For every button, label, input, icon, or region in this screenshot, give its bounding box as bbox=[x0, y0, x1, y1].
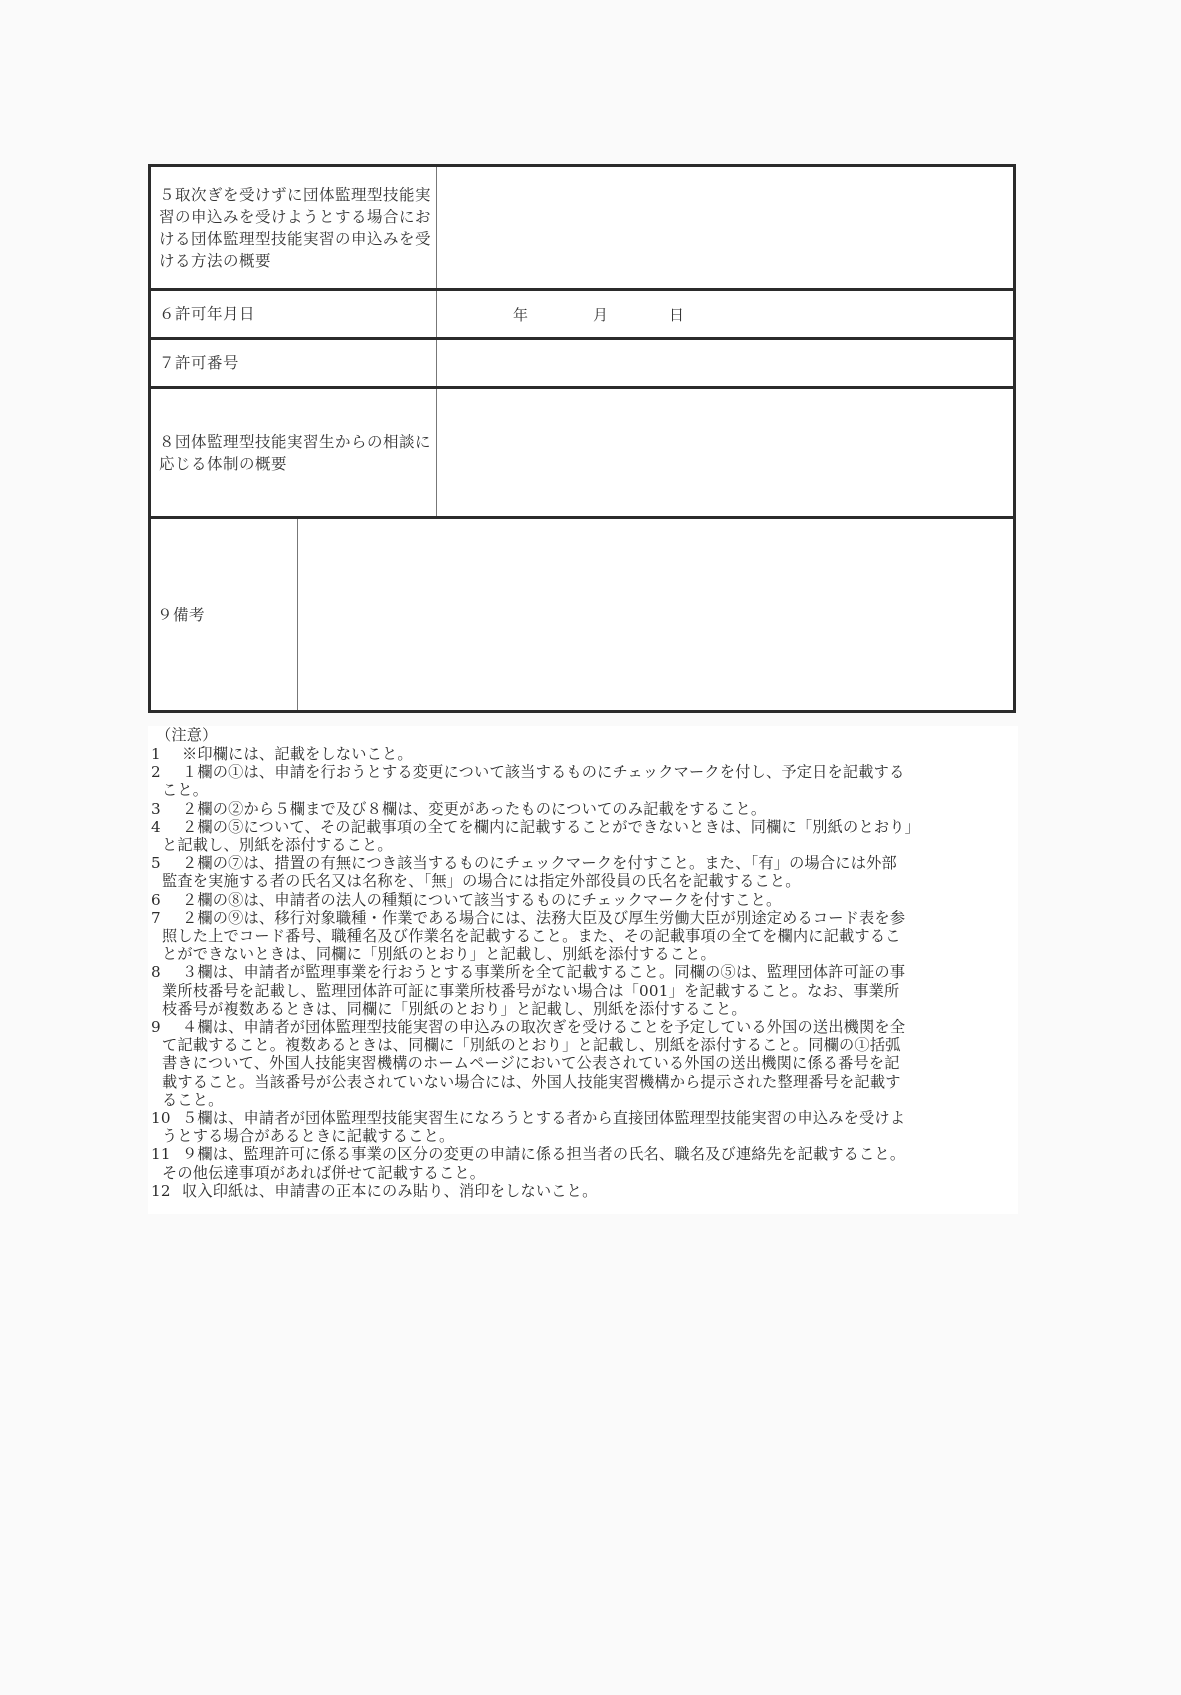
note-text bbox=[162, 891, 1018, 909]
form-row-8 bbox=[151, 389, 1013, 519]
note-item bbox=[148, 1145, 1018, 1181]
notes-section bbox=[148, 726, 1018, 1214]
note-number: 1 bbox=[151, 745, 161, 763]
note-line: ２欄の⑦は、措置の有無につき該当するものにチェックマークを付すこと。また、「有」の場合には外部 bbox=[182, 854, 897, 873]
note-number: 8 bbox=[151, 963, 161, 982]
note-line: 業所枝番号を記載し、監理団体許可証に事業所枝番号がない場合は「001」を記載すること。なお、事業所 bbox=[162, 981, 900, 1000]
note-item bbox=[148, 963, 1018, 1018]
note-line: とができないときは、同欄に「別紙のとおり」と記載し、別紙を添付すること。 bbox=[162, 945, 716, 964]
note-line: 収入印紙は、申請書の正本にのみ貼り、消印をしないこと。 bbox=[182, 1181, 598, 1200]
note-line: ４欄は、申請者が団体監理型技能実習の申込みの取次ぎを受けることを予定している外国の送出機関を全 bbox=[182, 1018, 906, 1037]
note-line: ５欄は、申請者が団体監理型技能実習生になろうとする者から直接団体監理型技能実習の申込みを受けよ bbox=[182, 1109, 906, 1128]
note-text bbox=[162, 909, 1018, 964]
note-number: 2 bbox=[151, 763, 161, 782]
note-line: その他伝達事項があれば併せて記載すること。 bbox=[162, 1163, 486, 1182]
note-text bbox=[162, 818, 1018, 854]
note-line: と記載し、別紙を添付すること。 bbox=[162, 836, 393, 855]
row-7-permit-number-field[interactable] bbox=[437, 340, 1013, 386]
note-line: 監査を実施する者の氏名又は名称を、「無」の場合には指定外部役員の氏名を記載すること。 bbox=[162, 872, 801, 891]
note-text bbox=[162, 1109, 1018, 1145]
note-line: ３欄は、申請者が監理事業を行おうとする事業所を全て記載すること。同欄の⑤は、監理団体許可証の事 bbox=[182, 963, 906, 982]
note-number: 6 bbox=[151, 890, 161, 909]
note-number: 12 bbox=[151, 1181, 171, 1200]
row-8-value-field[interactable] bbox=[437, 389, 1013, 516]
note-number: 5 bbox=[151, 854, 161, 873]
note-line: ること。 bbox=[162, 1090, 224, 1109]
note-item bbox=[148, 763, 1018, 799]
note-text bbox=[162, 963, 1018, 1018]
note-line: ２欄の②から５欄まで及び８欄は、変更があったものについてのみ記載をすること。 bbox=[182, 799, 767, 818]
date-parts bbox=[437, 304, 709, 325]
note-line: こと。 bbox=[162, 781, 209, 800]
note-text bbox=[162, 1182, 1018, 1200]
note-line: 照した上でコード番号、職種名及び作業名を記載すること。また、その記載事項の全てを欄内に記載するこ bbox=[162, 927, 901, 946]
note-text bbox=[162, 745, 1018, 763]
note-number: 9 bbox=[151, 1018, 161, 1037]
notes-list bbox=[148, 745, 1018, 1200]
note-line: ２欄の⑤について、その記載事項の全てを欄内に記載することができないときは、同欄に「別紙のとおり」 bbox=[182, 817, 920, 836]
note-item bbox=[148, 909, 1018, 964]
notes-title: （注意） bbox=[156, 726, 218, 744]
note-line: 枝番号が複数あるときは、同欄に「別紙のとおり」と記載し、別紙を添付すること。 bbox=[162, 999, 747, 1018]
note-number: 10 bbox=[151, 1109, 171, 1128]
note-text bbox=[162, 1018, 1018, 1109]
note-number: 3 bbox=[151, 799, 161, 818]
year-label: 年 bbox=[513, 305, 529, 324]
month-label: 月 bbox=[593, 305, 609, 324]
row-7-label: ７許可番号 bbox=[151, 340, 437, 386]
note-number: 4 bbox=[151, 817, 161, 836]
note-line: 書きについて、外国人技能実習機構のホームページにおいて公表されている外国の送出機関に係る番号を記 bbox=[162, 1054, 900, 1073]
note-line: うとする場合があるときに記載すること。 bbox=[162, 1127, 455, 1146]
day-label: 日 bbox=[669, 305, 685, 324]
note-item bbox=[148, 891, 1018, 909]
note-item bbox=[148, 818, 1018, 854]
note-item bbox=[148, 854, 1018, 890]
row-9-label: ９備考 bbox=[151, 519, 298, 710]
form-row-6 bbox=[151, 291, 1013, 340]
note-line: ※印欄には、記載をしないこと。 bbox=[182, 745, 413, 763]
form-row-9 bbox=[151, 519, 1013, 710]
row-5-value-field[interactable] bbox=[437, 167, 1013, 288]
row-9-remarks-field[interactable] bbox=[298, 519, 1013, 710]
form-row-7 bbox=[151, 340, 1013, 389]
row-8-label: ８団体監理型技能実習生からの相談に応じる体制の概要 bbox=[151, 389, 437, 516]
note-line: 載すること。当該番号が公表されていない場合には、外国人技能実習機構から提示された整理番号を記載す bbox=[162, 1072, 901, 1091]
note-line: １欄の①は、申請を行おうとする変更について該当するものにチェックマークを付し、予定日を記載する bbox=[182, 763, 905, 782]
row-6-permit-date-field[interactable] bbox=[437, 291, 1013, 337]
application-form-table bbox=[148, 164, 1016, 713]
note-text bbox=[162, 1145, 1018, 1181]
note-line: ２欄の⑧は、申請者の法人の種類について該当するものにチェックマークを付すこと。 bbox=[182, 890, 782, 909]
note-line: ２欄の⑨は、移行対象職種・作業である場合には、法務大臣及び厚生労働大臣が別途定めるコード表を参 bbox=[182, 908, 906, 927]
note-number: 11 bbox=[151, 1145, 171, 1164]
row-6-label: ６許可年月日 bbox=[151, 291, 437, 337]
note-number: 7 bbox=[151, 908, 161, 927]
note-text bbox=[162, 854, 1018, 890]
row-5-label: ５取次ぎを受けずに団体監理型技能実習の申込みを受けようとする場合における団体監理型技能実習の申込みを受ける方法の概要 bbox=[151, 167, 437, 288]
form-row-5 bbox=[151, 167, 1013, 291]
note-item bbox=[148, 745, 1018, 763]
note-item bbox=[148, 1018, 1018, 1109]
note-item bbox=[148, 1182, 1018, 1200]
note-item bbox=[148, 1109, 1018, 1145]
note-text bbox=[162, 800, 1018, 818]
note-line: ９欄は、監理許可に係る事業の区分の変更の申請に係る担当者の氏名、職名及び連絡先を記載すること。 bbox=[182, 1145, 906, 1164]
note-text bbox=[162, 763, 1018, 799]
note-line: て記載すること。複数あるときは、同欄に「別紙のとおり」と記載し、別紙を添付すること。同欄の①括弧 bbox=[162, 1036, 901, 1055]
note-item bbox=[148, 800, 1018, 818]
